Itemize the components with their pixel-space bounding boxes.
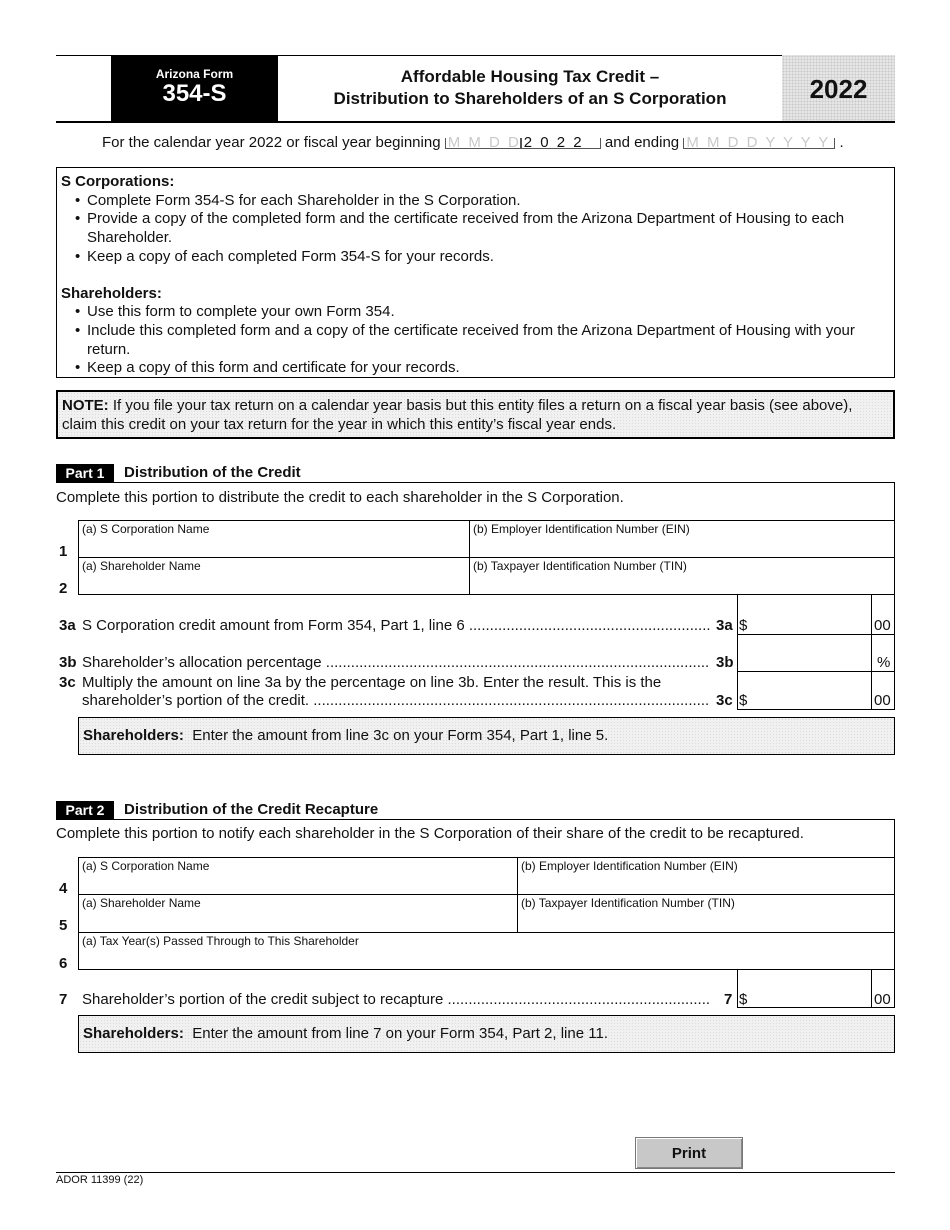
line3c-underline — [737, 709, 895, 710]
shareholder-heading: Shareholders: — [61, 284, 162, 302]
line7-col-cents-rule — [871, 970, 872, 1008]
part1-tag: Part 1 — [56, 464, 114, 482]
line3b-number: 3b — [59, 654, 77, 671]
line7-ref: 7 — [724, 991, 733, 1008]
amount-col-right-rule — [894, 595, 895, 710]
line7-number: 7 — [59, 991, 68, 1008]
line4-a-label: (a) S Corporation Name — [82, 859, 210, 873]
line3c-cents: 00 — [874, 692, 891, 709]
line4-ein-field[interactable] — [519, 875, 891, 893]
period-end-input[interactable]: M M D D Y Y Y Y — [683, 138, 835, 149]
form-title-line2: Distribution to Shareholders of an S Corporation — [333, 89, 727, 108]
line7-cents: 00 — [874, 991, 891, 1008]
tax-period-line — [102, 134, 902, 151]
part2-intro: Complete this portion to notify each shareholder in the S Corporation of their share of the credit to be recaptured. — [56, 825, 804, 842]
form-label: Arizona Form — [155, 67, 234, 81]
part1-shareholders-note — [78, 717, 895, 755]
part1-shareholders-text: Enter the amount from line 3c on your Form 354, Part 1, line 5. — [192, 727, 609, 744]
line1-a-label: (a) S Corporation Name — [82, 522, 210, 536]
tax-year: 2022 — [809, 74, 868, 104]
s-corp-item: • Keep a copy of each completed Form 354-S for your records. — [61, 248, 890, 267]
part2-grid-divider-2 — [78, 932, 895, 933]
period-begin-year-input[interactable]: 2 0 2 2 — [521, 138, 601, 149]
line3a-text: S Corporation credit amount from Form 354, Part 1, line 6 ..... — [82, 617, 710, 634]
line3c-ref: 3c — [716, 692, 733, 709]
part1-intro-right-rule — [894, 482, 895, 520]
line3c-text-2: shareholder’s portion of the credit. ..... — [82, 692, 710, 709]
line3b-ref: 3b — [716, 654, 734, 671]
line6-tax-years-field[interactable] — [80, 950, 890, 968]
period-suffix: . — [839, 134, 844, 151]
line5-tin-field[interactable] — [519, 912, 891, 930]
line5-shareholder-name-field[interactable] — [80, 912, 514, 930]
period-prefix: For the calendar year 2022 or fiscal year beginning — [102, 134, 441, 151]
part2-tag: Part 2 — [56, 801, 114, 819]
line3c-currency: $ — [739, 692, 748, 709]
line3a-number: 3a — [59, 617, 76, 634]
tax-year-block — [782, 55, 895, 122]
period-middle: and ending — [604, 134, 680, 151]
line4-b-label: (b) Employer Identification Number (EIN) — [521, 859, 738, 873]
line5-a-label: (a) Shareholder Name — [82, 896, 201, 910]
period-begin-mmdd-input[interactable]: M M D D — [445, 138, 521, 149]
part1-grid-divider — [78, 557, 895, 558]
part1-rule — [56, 482, 895, 483]
line3a-underline — [737, 634, 895, 635]
shareholder-item: • Use this form to complete your own Form 354. — [61, 303, 890, 322]
s-corp-heading: S Corporations: — [61, 173, 175, 190]
line1-s-corp-name-field[interactable] — [80, 538, 466, 556]
line7-underline — [737, 1007, 895, 1008]
line4-s-corp-name-field[interactable] — [80, 875, 514, 893]
s-corp-list — [61, 192, 890, 267]
print-button[interactable]: Print — [635, 1137, 743, 1169]
note-label: NOTE: — [62, 397, 109, 414]
instructions-box — [56, 167, 895, 378]
line3b-text: Shareholder’s allocation percentage ..... — [82, 654, 710, 671]
line2-number: 2 — [59, 580, 68, 597]
form-code: ADOR 11399 (22) — [56, 1174, 144, 1186]
line3b-unit: % — [877, 654, 891, 671]
s-corp-item: • Complete Form 354-S for each Shareholder in the S Corporation. — [61, 192, 890, 211]
part2-title: Distribution of the Credit Recapture — [124, 801, 379, 818]
line3a-currency: $ — [739, 617, 748, 634]
line6-a-label: (a) Tax Year(s) Passed Through to This Shareholder — [82, 934, 359, 948]
line3a-ref: 3a — [716, 617, 733, 634]
part2-grid-divider-1 — [78, 894, 895, 895]
line3a-amount-input[interactable] — [750, 613, 868, 633]
form-id-block — [111, 55, 278, 122]
line7-currency: $ — [739, 991, 748, 1008]
part2-intro-right-rule — [894, 819, 895, 857]
line3a-cents: 00 — [874, 617, 891, 634]
part2-shareholders-text: Enter the amount from line 7 on your Form 354, Part 2, line 11. — [192, 1025, 608, 1042]
line2-tin-field[interactable] — [471, 575, 891, 593]
line2-a-label: (a) Shareholder Name — [82, 559, 201, 573]
form-title-line1: Affordable Housing Tax Credit – — [400, 67, 660, 86]
part2-grid-col-divider — [517, 857, 518, 932]
line7-col-left-rule — [737, 970, 738, 1008]
note-text: If you file your tax return on a calendar year basis but this entity files a return on a fiscal year basis (see above), claim this credit on your tax return for the year in which this entity’s fiscal year ends. — [62, 397, 853, 433]
part1-title: Distribution of the Credit — [124, 464, 301, 481]
part1-intro: Complete this portion to distribute the credit to each shareholder in the S Corporation. — [56, 489, 624, 506]
line1-b-label: (b) Employer Identification Number (EIN) — [473, 522, 690, 536]
line1-ein-field[interactable] — [471, 538, 891, 556]
shareholder-item: • Include this completed form and a copy of the certificate received from the Arizona Department of Housing with your return. — [61, 322, 890, 359]
line4-number: 4 — [59, 880, 68, 897]
part2-shareholders-label: Shareholders: — [83, 1025, 184, 1042]
line3c-number: 3c — [59, 674, 76, 691]
part1-grid-col-divider — [469, 520, 470, 595]
shareholder-item: • Keep a copy of this form and certificate for your records. — [61, 359, 890, 378]
form-title — [278, 66, 782, 110]
line7-amount-input[interactable] — [750, 987, 868, 1007]
s-corp-item: • Provide a copy of the completed form and the certificate received from the Arizona Department of Housing to each Shareholder. — [61, 210, 890, 247]
part2-rule — [56, 819, 895, 820]
line1-number: 1 — [59, 543, 68, 560]
line3c-amount-input[interactable] — [750, 688, 868, 708]
line7-col-right-rule — [894, 970, 895, 1008]
line3b-percentage-input[interactable] — [741, 650, 869, 670]
line3c-text-1: Multiply the amount on line 3a by the percentage on line 3b. Enter the result. This is the — [82, 674, 662, 691]
line6-number: 6 — [59, 955, 68, 972]
line2-shareholder-name-field[interactable] — [80, 575, 466, 593]
line2-b-label: (b) Taxpayer Identification Number (TIN) — [473, 559, 687, 573]
note-box — [56, 390, 895, 439]
amount-col-left-rule — [737, 595, 738, 710]
line7-text: Shareholder’s portion of the credit subject to recapture ..... — [82, 991, 710, 1008]
shareholder-list — [61, 303, 890, 378]
amount-col-cents-rule — [871, 595, 872, 710]
line3b-underline — [737, 671, 895, 672]
header-bottom-rule — [56, 121, 895, 123]
part2-shareholders-note — [78, 1015, 895, 1053]
line5-b-label: (b) Taxpayer Identification Number (TIN) — [521, 896, 735, 910]
footer-rule — [56, 1172, 895, 1173]
part1-shareholders-label: Shareholders: — [83, 727, 184, 744]
line5-number: 5 — [59, 917, 68, 934]
form-number: 354-S — [162, 80, 227, 107]
